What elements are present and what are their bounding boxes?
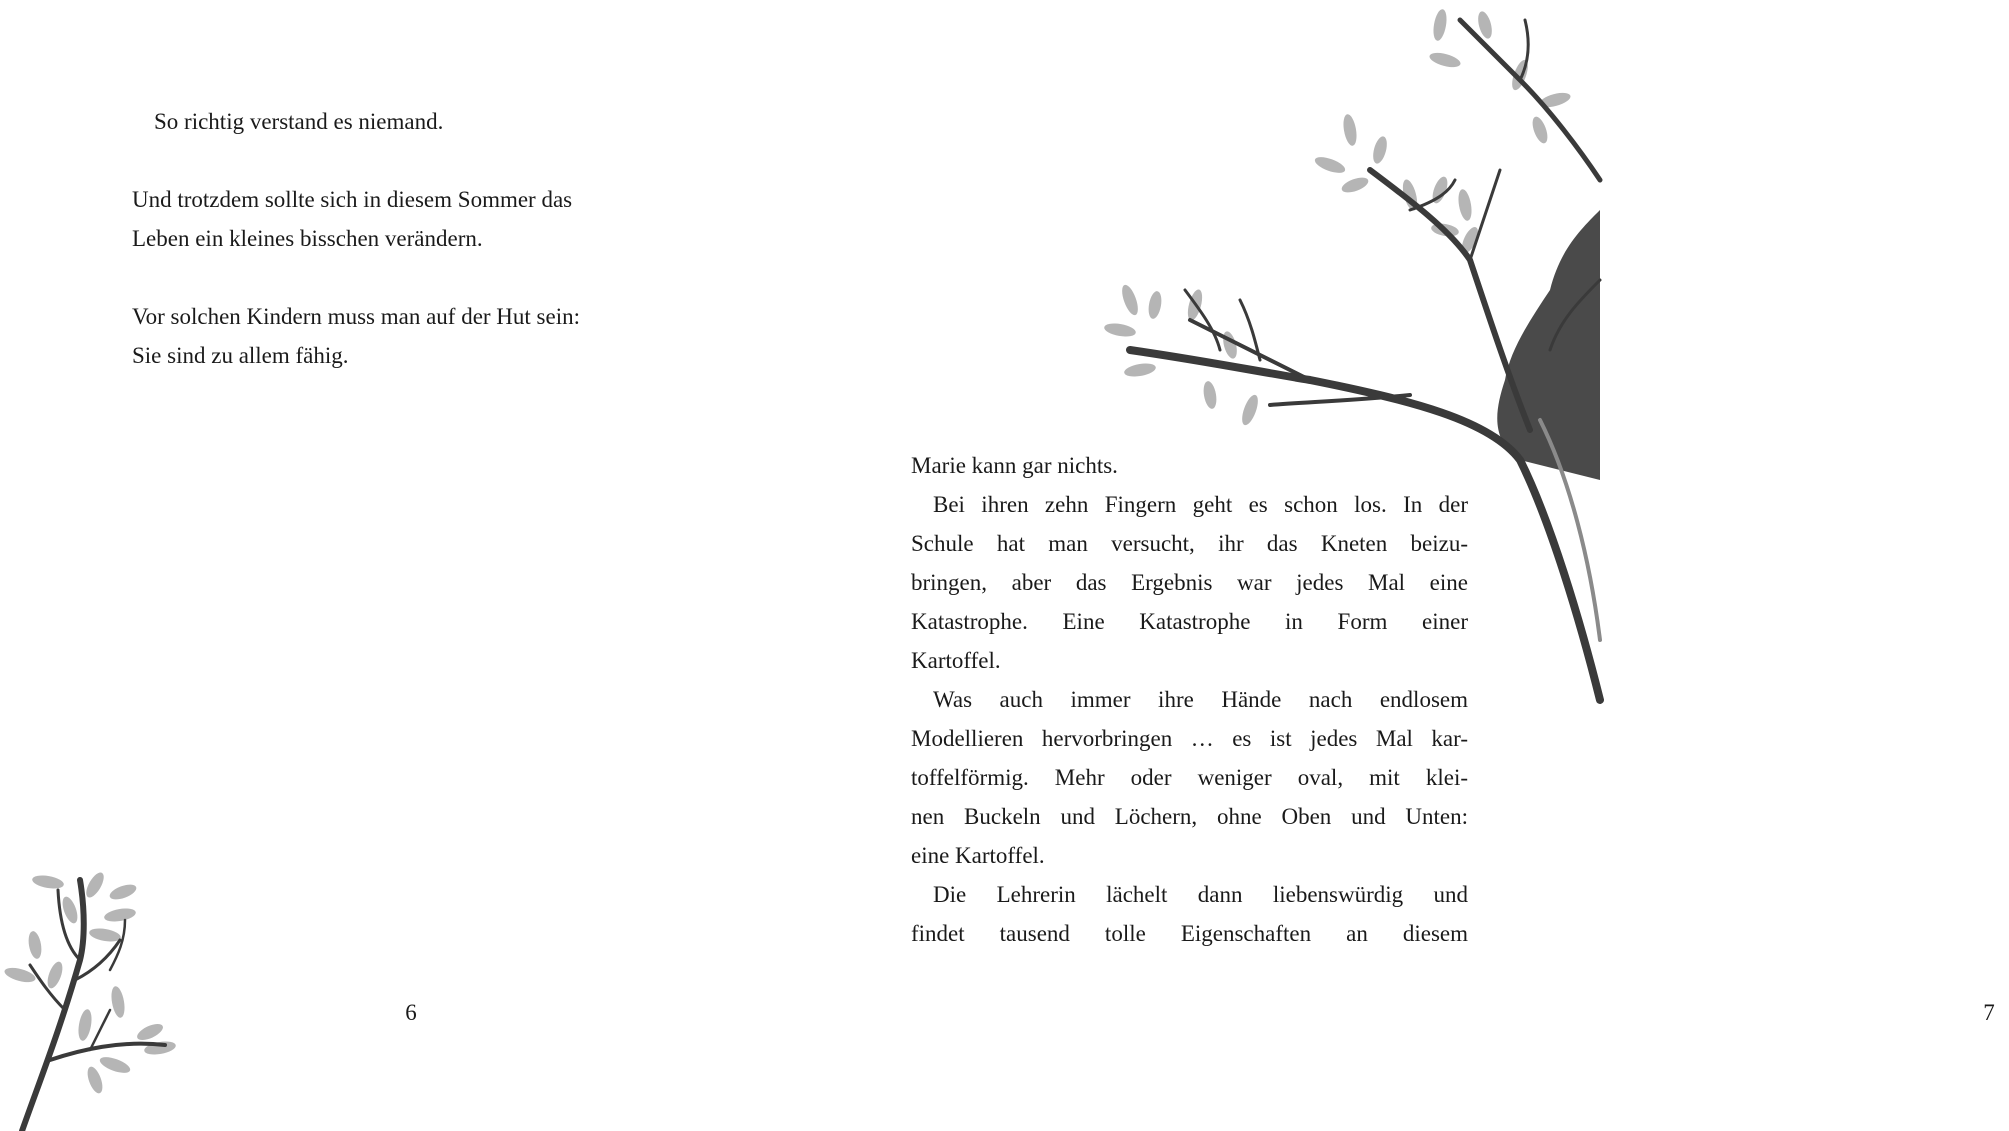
text-line: findet tausend tolle Eigenschaften an diesem	[911, 921, 1468, 946]
paragraph-line: Und trotzdem sollte sich in diesem Sommer das	[132, 187, 573, 212]
text-line: Was auch immer ihre Hände nach endlosem	[933, 687, 1468, 712]
text-line: Modellieren hervorbringen … es ist jedes Mal kar-	[911, 726, 1468, 751]
text-line: Bei ihren zehn Fingern geht es schon los. In der	[933, 492, 1468, 517]
text-line: bringen, aber das Ergebnis war jedes Mal eine	[911, 570, 1468, 595]
text-line: Schule hat man versucht, ihr das Kneten beizu-	[911, 531, 1468, 556]
sapling-illustration	[0, 860, 190, 1131]
page-number: 7	[1983, 1000, 1995, 1025]
text-line: Marie kann gar nichts.	[911, 453, 1118, 478]
text-line: eine Kartoffel.	[911, 843, 1045, 868]
text-line: Kartoffel.	[911, 648, 1001, 673]
text-line: Katastrophe. Eine Katastrophe in Form einer	[911, 609, 1468, 634]
text-line: Die Lehrerin lächelt dann liebenswürdig und	[933, 882, 1468, 907]
left-page	[0, 0, 800, 1131]
page-number: 6	[405, 1000, 417, 1025]
paragraph: So richtig verstand es niemand.	[154, 109, 444, 134]
text-line: nen Buckeln und Löchern, ohne Oben und Unten:	[911, 804, 1468, 829]
paragraph-line: Vor solchen Kindern muss man auf der Hut sein:	[132, 304, 580, 329]
text-line: toffelförmig. Mehr oder weniger oval, mit klei-	[911, 765, 1468, 790]
paragraph-line: Leben ein kleines bisschen verändern.	[132, 226, 483, 251]
left-page-text	[132, 102, 692, 375]
paragraph-line: Sie sind zu allem fähig.	[132, 343, 349, 368]
tree-branch-illustration	[1110, 0, 1600, 700]
